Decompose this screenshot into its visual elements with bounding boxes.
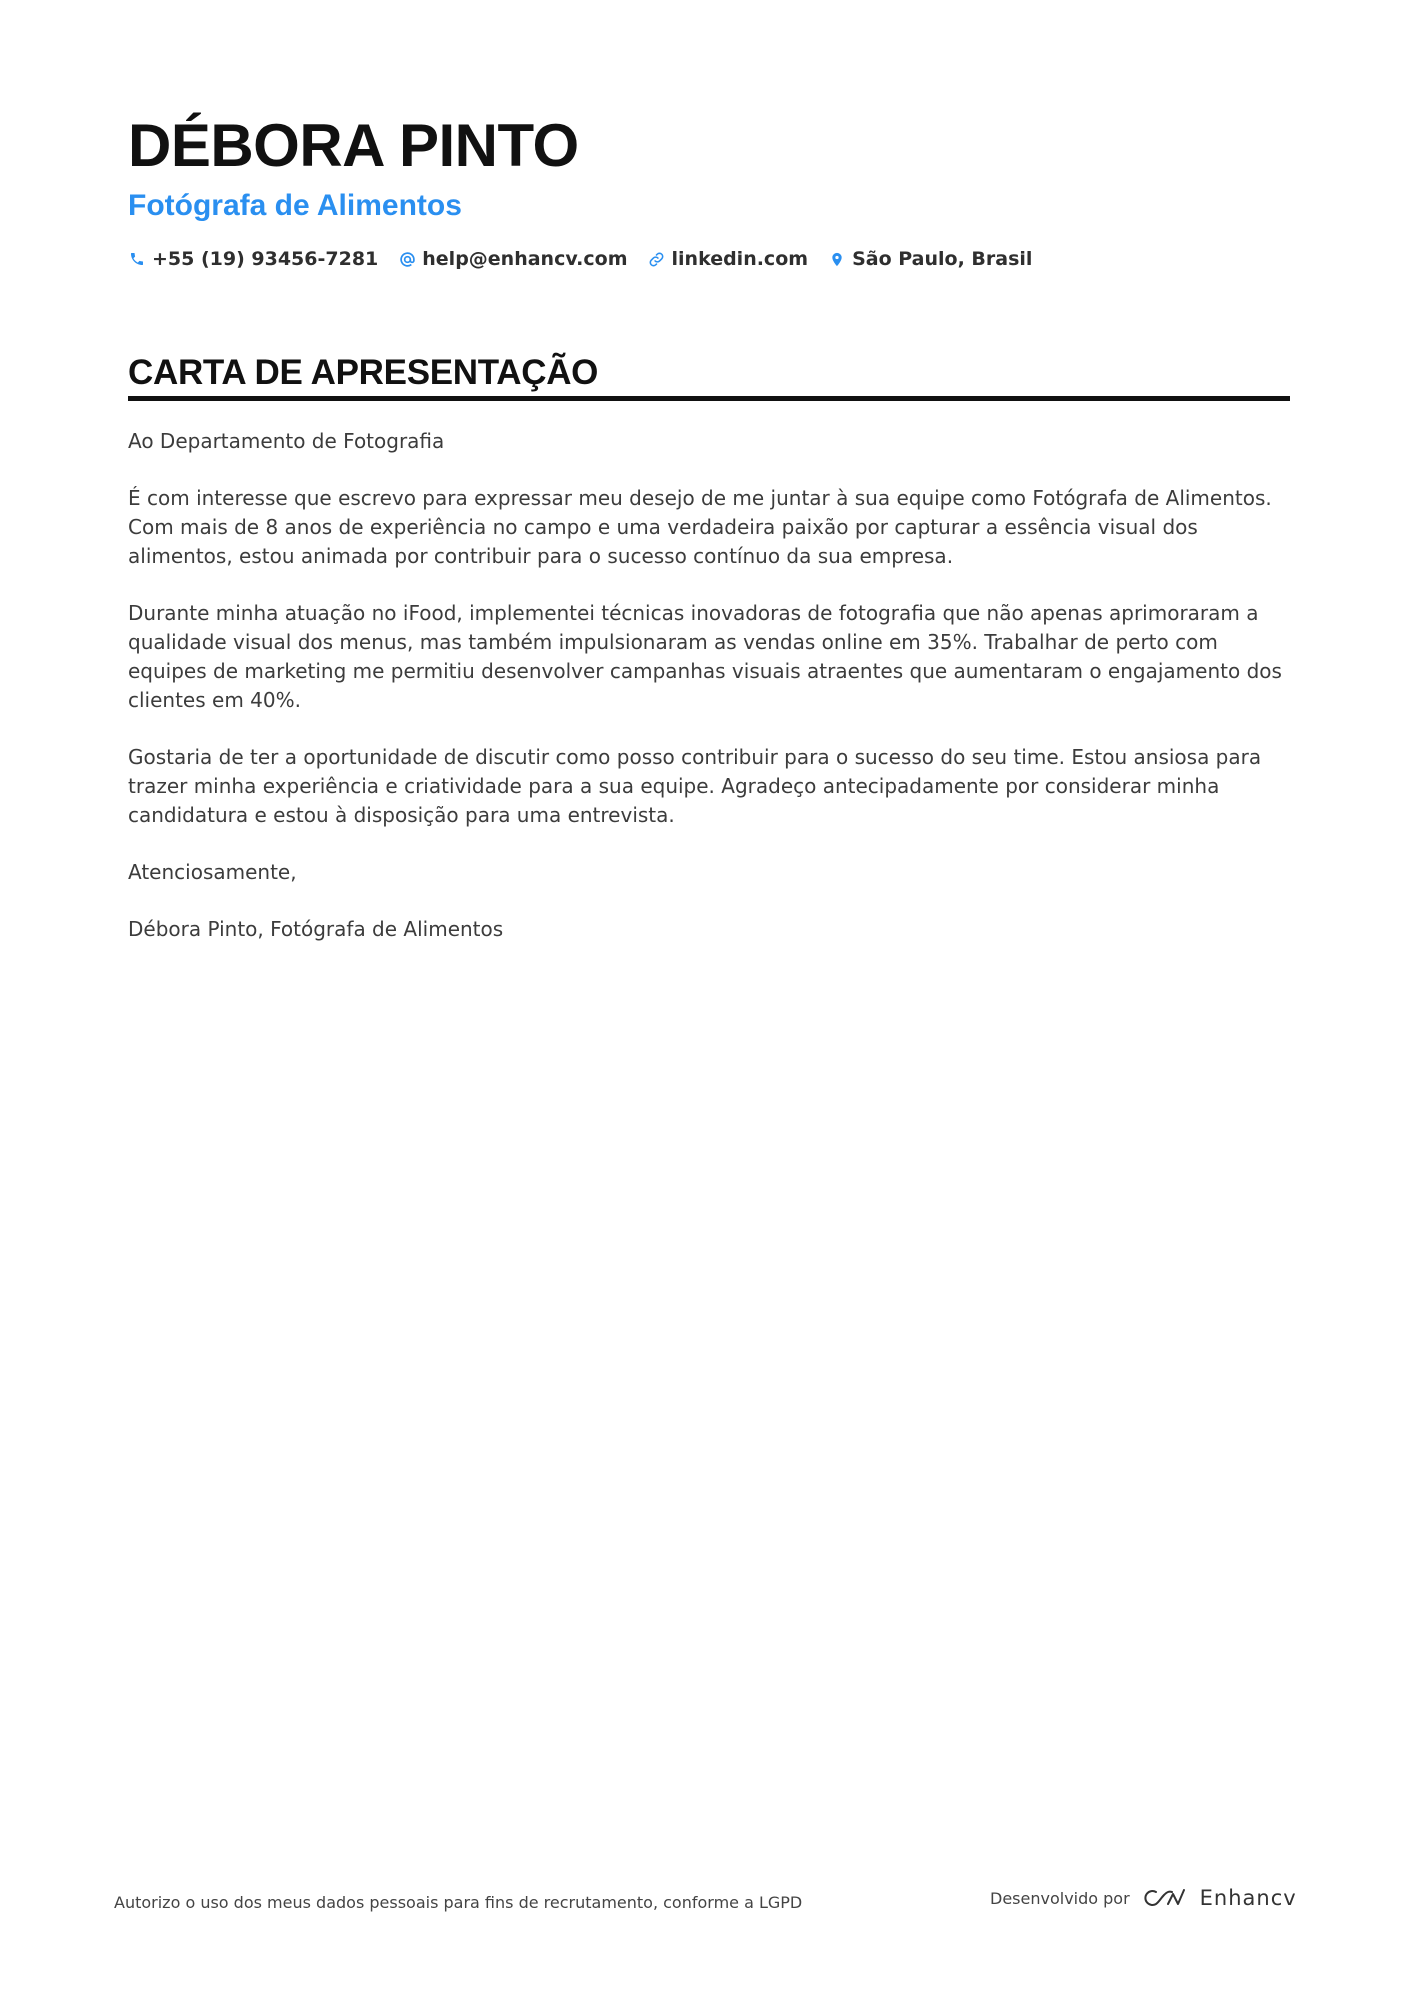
location-pin-icon (828, 250, 846, 268)
contact-linkedin-text[interactable]: linkedin.com (671, 248, 809, 270)
powered-by-label: Desenvolvido por (990, 1888, 1130, 1908)
letter-paragraph-2: Durante minha atuação no iFood, implementei técnicas inovadoras de fotografia que não apenas aprimoraram a qualidade visual dos menus, mas também impulsionaram as vendas online em 35%. Trabalhar de perto com equipes de marketing me permitiu desenvolver campanhas visuais atraentes que aumentaram o engajamento dos clientes em 40%. (128, 601, 1282, 712)
letter-paragraph-1: É com interesse que escrevo para expressar meu desejo de me juntar à sua equipe como Fotógrafa de Alimentos. Com mais de 8 anos de experiência no campo e uma verdadeira paixão por capturar a essência visual dos alimentos, estou animada por contribuir para o sucesso contínuo da sua empresa. (128, 486, 1272, 568)
letter-body (128, 427, 1290, 944)
section-divider (128, 396, 1290, 401)
letter-signature: Débora Pinto, Fotógrafa de Alimentos (128, 917, 504, 941)
enhancv-logo-icon (1142, 1886, 1188, 1910)
letter-paragraph-3: Gostaria de ter a oportunidade de discutir como posso contribuir para o sucesso do seu time. Estou ansiosa para trazer minha experiência e criatividade para a sua equipe. Agradeço antecipadamente por considerar minha candidatura e estou à disposição para uma entrevista. (128, 745, 1262, 827)
contact-email-text[interactable]: help@enhancv.com (422, 248, 628, 270)
candidate-role: Fotógrafa de Alimentos (128, 189, 462, 222)
contact-phone (128, 248, 378, 270)
phone-icon (128, 250, 146, 268)
letter-greeting: Ao Departamento de Fotografia (128, 429, 445, 453)
contact-location (828, 248, 1032, 270)
cover-letter-page (128, 110, 1290, 972)
at-icon (398, 250, 416, 268)
contact-linkedin[interactable] (648, 248, 809, 270)
contact-email[interactable] (398, 248, 627, 270)
letter-closing: Atenciosamente, (128, 860, 297, 884)
section-title: CARTA DE APRESENTAÇÃO (128, 353, 599, 392)
enhancv-brand: Enhancv (1199, 1886, 1297, 1910)
link-icon (648, 250, 666, 268)
contact-location-text: São Paulo, Brasil (852, 248, 1033, 270)
contact-bar (128, 248, 1290, 270)
candidate-name: DÉBORA PINTO (128, 112, 579, 179)
footer-branding[interactable] (990, 1886, 1297, 1910)
contact-phone-text: +55 (19) 93456-7281 (152, 248, 379, 270)
footer-consent: Autorizo o uso dos meus dados pessoais para fins de recrutamento, conforme a LGPD (114, 1893, 803, 1912)
